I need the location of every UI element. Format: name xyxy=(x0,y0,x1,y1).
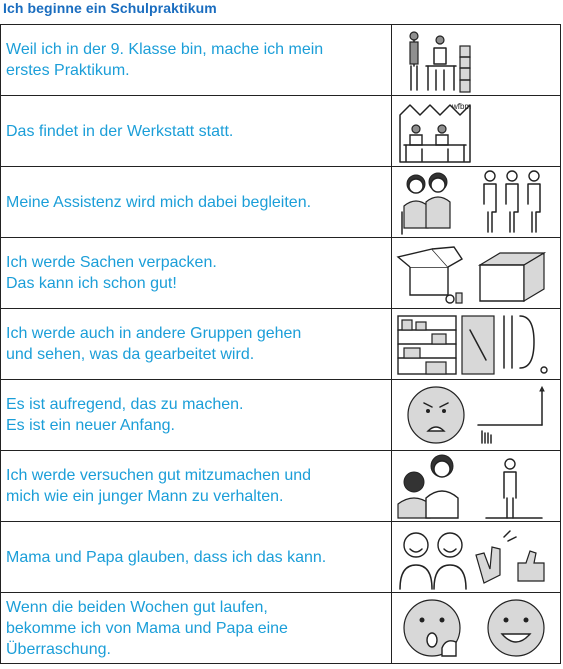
open-box-icon xyxy=(398,247,462,303)
row-text-line: bekomme ich von Mama und Papa eine xyxy=(6,619,288,637)
table-row xyxy=(1,167,561,238)
row-picture-cell xyxy=(392,451,561,522)
row-text-cell xyxy=(1,451,392,522)
row-picture-cell xyxy=(392,25,561,96)
row-text-line: Meine Assistenz wird mich dabei begleiten. xyxy=(6,193,312,211)
row-text-line: Mama und Papa glauben, dass ich das kann. xyxy=(6,548,327,566)
row-text-line: Es ist ein neuer Anfang. xyxy=(6,417,175,434)
workshop-sign: wfbm xyxy=(452,101,472,111)
table-row xyxy=(1,309,561,380)
row-text-cell xyxy=(1,522,392,593)
happy-face-icon xyxy=(488,600,544,656)
row-text-line: Weil ich in der 9. Klasse bin, mache ich mein xyxy=(6,41,324,58)
workshop-building-icon xyxy=(400,102,471,162)
row-picture-cell xyxy=(392,522,561,593)
table-row xyxy=(1,25,561,96)
row-picture-cell xyxy=(392,309,561,380)
nervous-face-icon xyxy=(408,387,464,443)
table-row xyxy=(1,451,561,522)
row-text-line: Ich werde Sachen verpacken. xyxy=(6,254,217,271)
tools-icon xyxy=(504,316,547,373)
row-text-cell xyxy=(1,167,392,238)
table-row xyxy=(1,380,561,451)
row-text-line: Das findet in der Werkstatt statt. xyxy=(6,122,234,140)
thumbs-up-icon xyxy=(518,551,544,581)
row-text-cell xyxy=(1,593,392,664)
row-text-line: Ich werde versuchen gut mitzumachen und xyxy=(6,467,312,484)
storage-shelf-icon xyxy=(398,316,456,374)
two-people-icon xyxy=(398,455,458,518)
row-text-cell xyxy=(1,25,392,96)
assistant-with-person-icon xyxy=(402,173,450,234)
row-text-line: Es ist aufregend, das zu machen. xyxy=(6,396,244,413)
window-pane-icon xyxy=(462,316,494,374)
row-text-cell xyxy=(1,238,392,309)
row-text-line: mich wie ein junger Mann zu verhalten. xyxy=(6,488,284,505)
table-row xyxy=(1,238,561,309)
table-row xyxy=(1,522,561,593)
shelf-icon xyxy=(460,46,470,92)
row-text-line: Ich werde auch in andere Gruppen gehen xyxy=(6,325,302,342)
row-text-cell xyxy=(1,96,392,167)
table-row xyxy=(1,593,561,664)
starting-line-icon xyxy=(478,387,544,443)
row-picture-cell xyxy=(392,96,561,167)
row-picture-cell xyxy=(392,593,561,664)
closed-box-icon xyxy=(480,253,544,301)
group-of-people-icon xyxy=(484,171,540,232)
row-picture-cell xyxy=(392,238,561,309)
row-text-line: und sehen, was da gearbeitet wird. xyxy=(6,346,255,363)
row-text-line: Das kann ich schon gut! xyxy=(6,275,177,292)
student-at-workbench-icon xyxy=(410,32,456,90)
row-text-line: Überraschung. xyxy=(6,640,111,658)
row-picture-cell xyxy=(392,167,561,238)
table-row xyxy=(1,96,561,167)
story-table xyxy=(0,24,561,664)
row-text-cell xyxy=(1,380,392,451)
row-text-line: Wenn die beiden Wochen gut laufen, xyxy=(6,598,268,616)
clapping-hands-icon xyxy=(476,531,516,583)
row-picture-cell xyxy=(392,380,561,451)
young-man-icon xyxy=(486,459,542,518)
parents-icon xyxy=(400,533,466,589)
row-text-cell xyxy=(1,309,392,380)
row-text-line: erstes Praktikum. xyxy=(6,62,130,79)
page-title: Ich beginne ein Schulpraktikum xyxy=(3,0,217,16)
surprised-face-icon xyxy=(404,600,460,656)
